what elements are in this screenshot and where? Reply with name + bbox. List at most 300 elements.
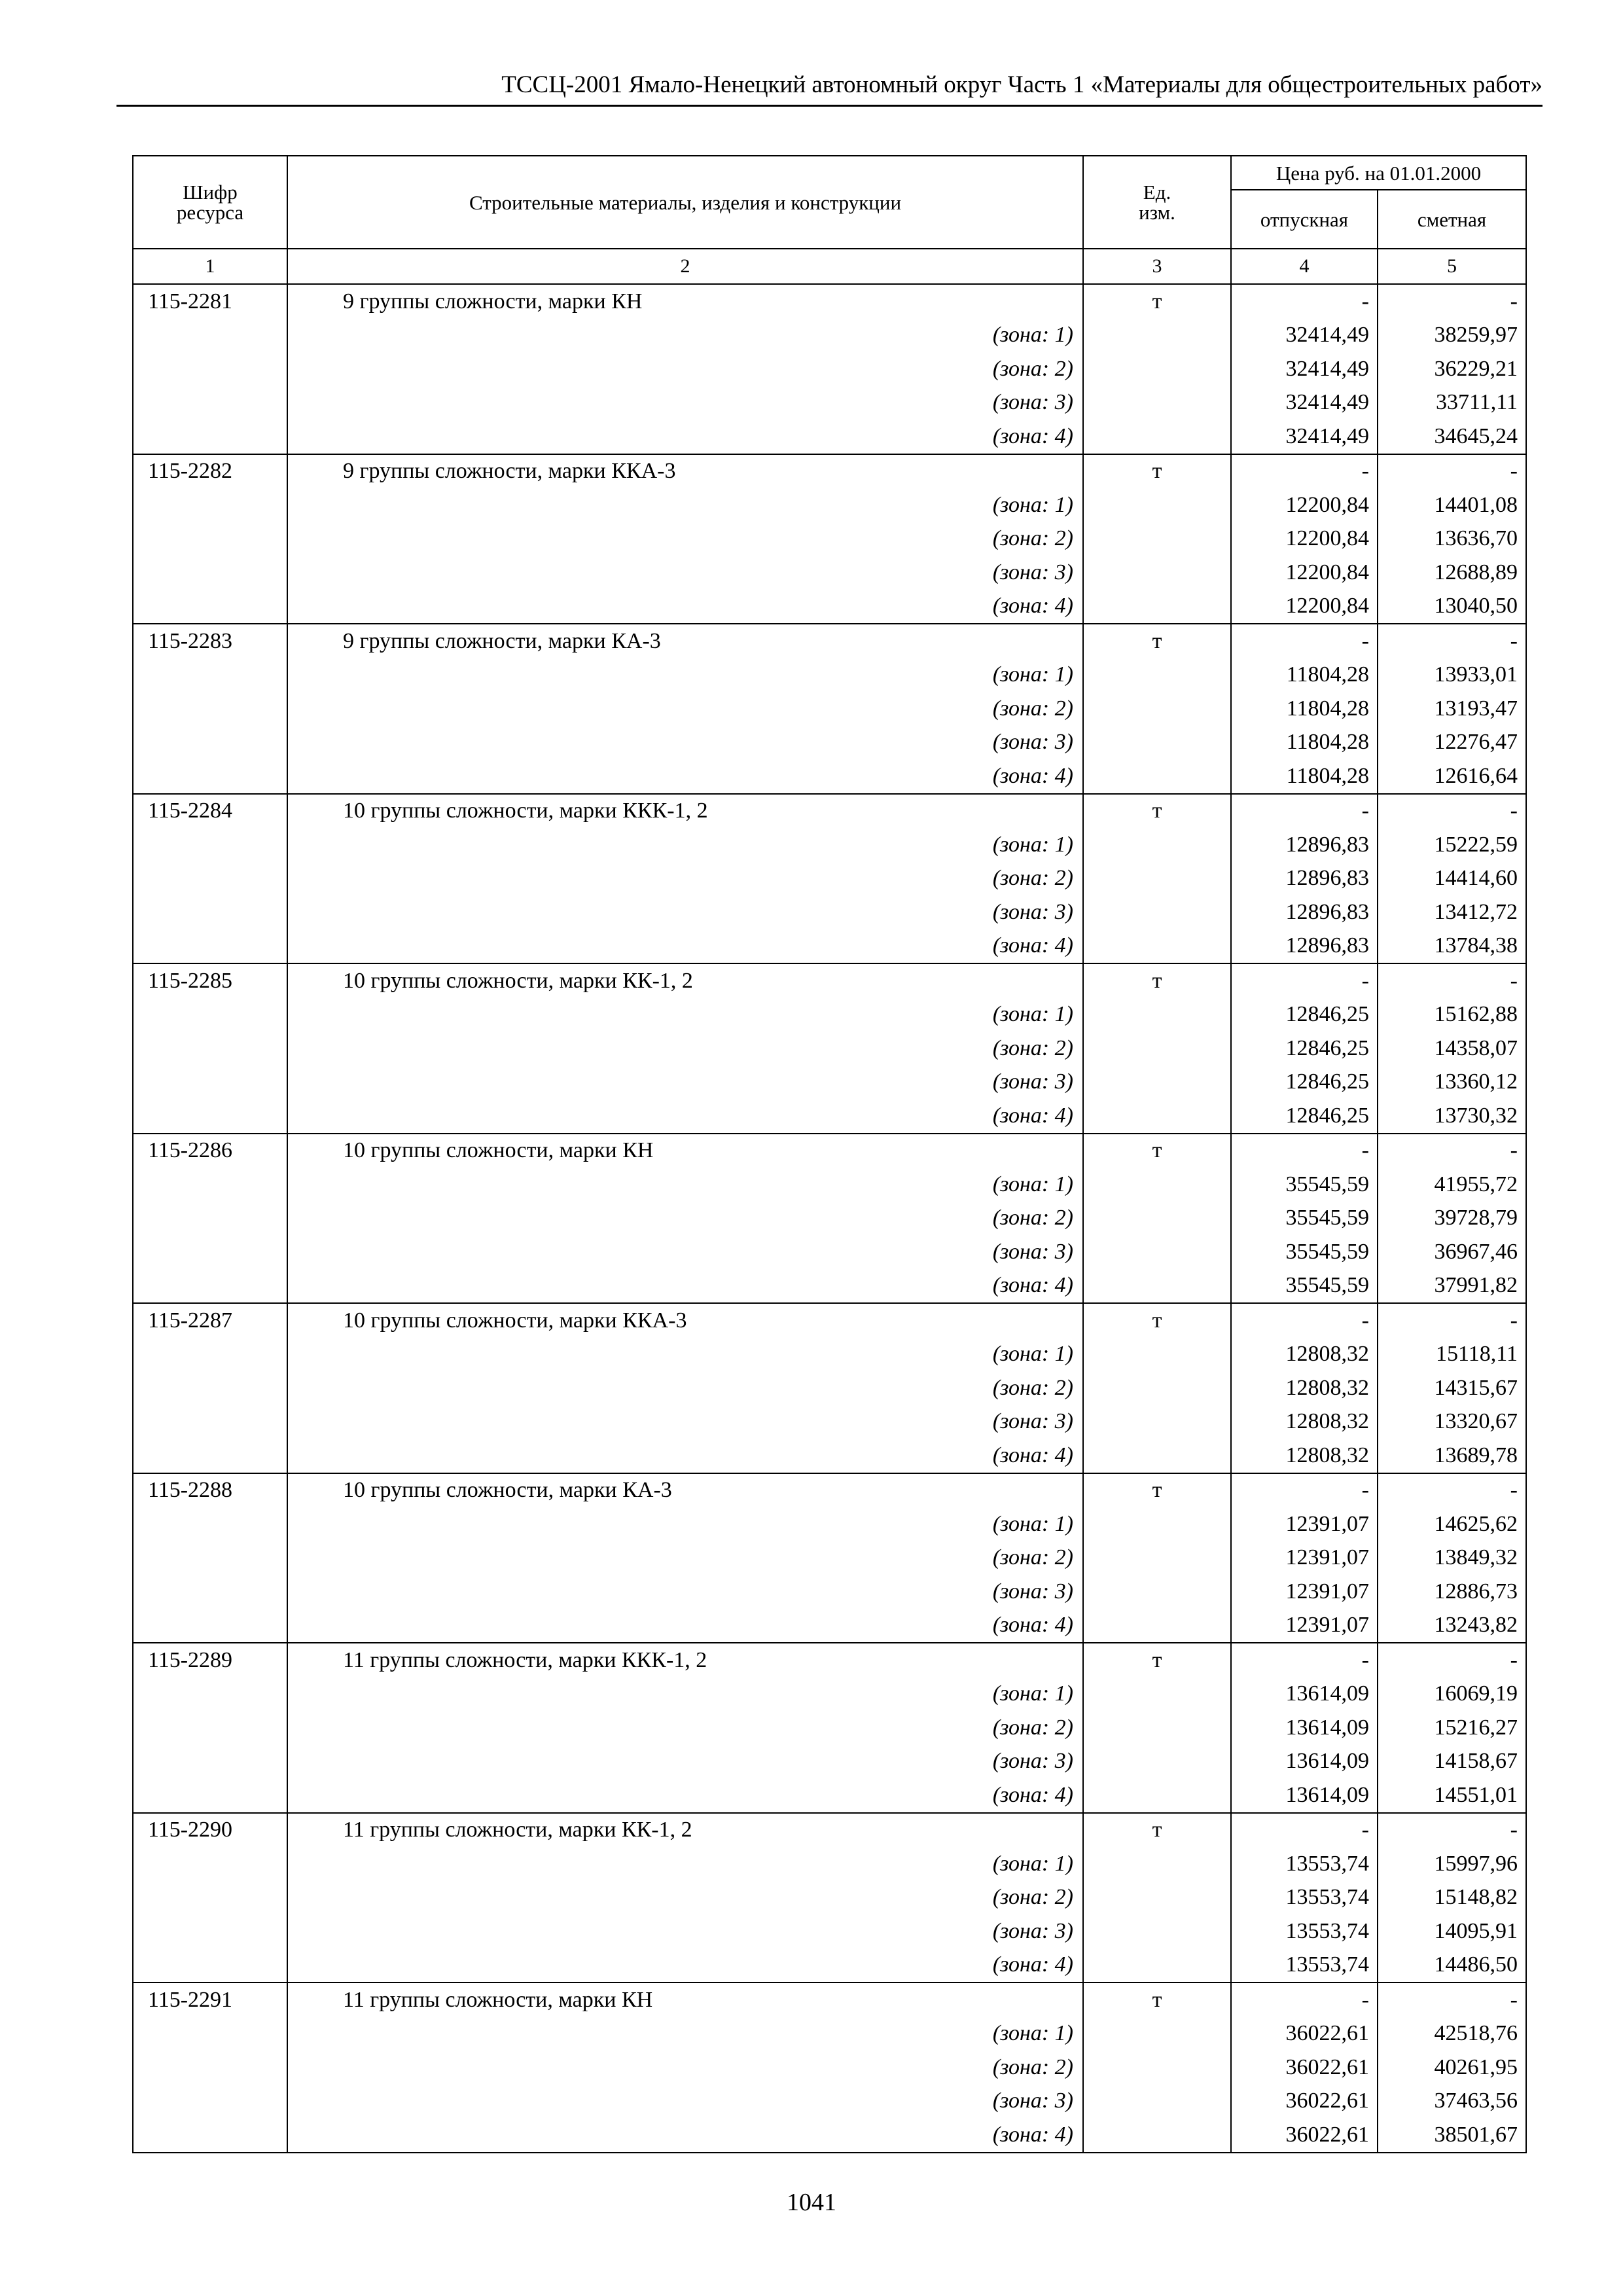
resource-code-empty xyxy=(133,420,287,454)
resource-code-empty xyxy=(133,726,287,760)
resource-code-empty xyxy=(133,1847,287,1881)
release-price: - xyxy=(1231,1473,1378,1508)
zone-label: (зона: 3) xyxy=(287,2085,1083,2119)
resource-code-empty xyxy=(133,998,287,1032)
unit-empty xyxy=(1083,1711,1231,1745)
column-header-estimate: сметная xyxy=(1378,190,1526,249)
estimate-price: 13689,78 xyxy=(1378,1439,1526,1473)
zone-row xyxy=(133,1881,1526,1915)
release-price: 12200,84 xyxy=(1231,522,1378,556)
release-price: 12808,32 xyxy=(1231,1371,1378,1405)
zone-row xyxy=(133,1338,1526,1372)
zone-row xyxy=(133,1439,1526,1473)
zone-row xyxy=(133,929,1526,964)
release-price: 12846,25 xyxy=(1231,1031,1378,1066)
release-price: - xyxy=(1231,1813,1378,1848)
unit-empty xyxy=(1083,759,1231,794)
release-price: 13614,09 xyxy=(1231,1711,1378,1745)
zone-label: (зона: 2) xyxy=(287,1202,1083,1236)
column-header-name: Строительные материалы, изделия и конструкции xyxy=(287,156,1083,249)
material-name: 10 группы сложности, марки КК-1, 2 xyxy=(287,963,1083,998)
zone-row xyxy=(133,692,1526,726)
zone-row xyxy=(133,2118,1526,2153)
zone-label: (зона: 4) xyxy=(287,1099,1083,1134)
unit-empty xyxy=(1083,319,1231,353)
zone-row xyxy=(133,1609,1526,1643)
zone-row xyxy=(133,352,1526,386)
release-price: 12808,32 xyxy=(1231,1439,1378,1473)
estimate-price: 14158,67 xyxy=(1378,1745,1526,1779)
unit-cell: т xyxy=(1083,1134,1231,1168)
estimate-price: 42518,76 xyxy=(1378,2017,1526,2051)
release-price: 35545,59 xyxy=(1231,1235,1378,1269)
release-price: 12200,84 xyxy=(1231,556,1378,590)
zone-label: (зона: 4) xyxy=(287,1778,1083,1813)
estimate-price: 15162,88 xyxy=(1378,998,1526,1032)
release-price: 32414,49 xyxy=(1231,352,1378,386)
estimate-price: 14095,91 xyxy=(1378,1914,1526,1948)
resource-code-empty xyxy=(133,1202,287,1236)
zone-row xyxy=(133,1405,1526,1439)
release-price: - xyxy=(1231,794,1378,829)
zone-label: (зона: 3) xyxy=(287,1405,1083,1439)
estimate-price: 13730,32 xyxy=(1378,1099,1526,1134)
table-row xyxy=(133,963,1526,998)
release-price: - xyxy=(1231,1643,1378,1677)
unit-empty xyxy=(1083,1507,1231,1541)
zone-label: (зона: 2) xyxy=(287,1881,1083,1915)
release-price: - xyxy=(1231,1303,1378,1338)
zone-row xyxy=(133,319,1526,353)
release-price: - xyxy=(1231,1982,1378,2017)
zone-label: (зона: 2) xyxy=(287,522,1083,556)
zone-label: (зона: 1) xyxy=(287,658,1083,692)
table-row xyxy=(133,454,1526,489)
zone-row xyxy=(133,556,1526,590)
release-price: - xyxy=(1231,963,1378,998)
unit-empty xyxy=(1083,1575,1231,1609)
zone-row xyxy=(133,1269,1526,1304)
unit-empty xyxy=(1083,692,1231,726)
resource-code: 115-2289 xyxy=(133,1643,287,1677)
zone-label: (зона: 4) xyxy=(287,2118,1083,2153)
resource-code-empty xyxy=(133,1371,287,1405)
table-body xyxy=(133,284,1526,2153)
resource-code-empty xyxy=(133,1066,287,1100)
estimate-price: 13784,38 xyxy=(1378,929,1526,964)
unit-empty xyxy=(1083,862,1231,896)
zone-label: (зона: 3) xyxy=(287,1235,1083,1269)
release-price: 12391,07 xyxy=(1231,1541,1378,1575)
estimate-price: - xyxy=(1378,1473,1526,1508)
zone-row xyxy=(133,1948,1526,1983)
release-price: 12896,83 xyxy=(1231,828,1378,862)
material-name: 9 группы сложности, марки КН xyxy=(287,284,1083,319)
resource-code-empty xyxy=(133,319,287,353)
material-name: 11 группы сложности, марки КН xyxy=(287,1982,1083,2017)
zone-label: (зона: 2) xyxy=(287,1711,1083,1745)
zone-row xyxy=(133,759,1526,794)
zone-row xyxy=(133,1847,1526,1881)
resource-code-empty xyxy=(133,1338,287,1372)
release-price: 12896,83 xyxy=(1231,895,1378,929)
zone-label: (зона: 1) xyxy=(287,488,1083,522)
unit-empty xyxy=(1083,1778,1231,1813)
unit-empty xyxy=(1083,386,1231,420)
estimate-price: 37463,56 xyxy=(1378,2085,1526,2119)
resource-code-empty xyxy=(133,862,287,896)
column-number: 5 xyxy=(1378,249,1526,284)
zone-row xyxy=(133,1168,1526,1202)
estimate-price: - xyxy=(1378,1134,1526,1168)
estimate-price: 13320,67 xyxy=(1378,1405,1526,1439)
estimate-price: 13933,01 xyxy=(1378,658,1526,692)
release-price: 12200,84 xyxy=(1231,488,1378,522)
unit-empty xyxy=(1083,1405,1231,1439)
resource-code-empty xyxy=(133,1235,287,1269)
column-header-unit: Ед. изм. xyxy=(1083,156,1231,249)
unit-cell: т xyxy=(1083,454,1231,489)
zone-row xyxy=(133,895,1526,929)
resource-code-empty xyxy=(133,2085,287,2119)
column-number: 4 xyxy=(1231,249,1378,284)
unit-empty xyxy=(1083,1031,1231,1066)
header-divider xyxy=(116,105,1543,107)
release-price: 32414,49 xyxy=(1231,319,1378,353)
estimate-price: 13849,32 xyxy=(1378,1541,1526,1575)
estimate-price: 39728,79 xyxy=(1378,1202,1526,1236)
release-price: 13553,74 xyxy=(1231,1847,1378,1881)
release-price: - xyxy=(1231,454,1378,489)
material-name: 10 группы сложности, марки ККА-3 xyxy=(287,1303,1083,1338)
table-row xyxy=(133,1643,1526,1677)
table-row xyxy=(133,1982,1526,2017)
release-price: 12808,32 xyxy=(1231,1338,1378,1372)
resource-code-empty xyxy=(133,1269,287,1304)
resource-code-empty xyxy=(133,1575,287,1609)
zone-row xyxy=(133,1745,1526,1779)
estimate-price: - xyxy=(1378,1303,1526,1338)
unit-empty xyxy=(1083,1847,1231,1881)
unit-empty xyxy=(1083,488,1231,522)
zone-row xyxy=(133,1371,1526,1405)
release-price: 12846,25 xyxy=(1231,998,1378,1032)
resource-code-empty xyxy=(133,759,287,794)
resource-code-empty xyxy=(133,1439,287,1473)
zone-row xyxy=(133,998,1526,1032)
material-name: 9 группы сложности, марки КА-3 xyxy=(287,624,1083,658)
zone-label: (зона: 2) xyxy=(287,1371,1083,1405)
table-row xyxy=(133,284,1526,319)
resource-code-empty xyxy=(133,1507,287,1541)
estimate-price: 14486,50 xyxy=(1378,1948,1526,1983)
zone-label: (зона: 4) xyxy=(287,759,1083,794)
zone-row xyxy=(133,1202,1526,1236)
material-name: 10 группы сложности, марки КА-3 xyxy=(287,1473,1083,1508)
zone-label: (зона: 3) xyxy=(287,1745,1083,1779)
column-header-price: Цена руб. на 01.01.2000 xyxy=(1231,156,1526,190)
estimate-price: 12688,89 xyxy=(1378,556,1526,590)
resource-code-empty xyxy=(133,1541,287,1575)
unit-empty xyxy=(1083,1914,1231,1948)
material-name: 11 группы сложности, марки ККК-1, 2 xyxy=(287,1643,1083,1677)
estimate-price: - xyxy=(1378,1643,1526,1677)
zone-row xyxy=(133,658,1526,692)
estimate-price: 34645,24 xyxy=(1378,420,1526,454)
release-price: 13614,09 xyxy=(1231,1745,1378,1779)
estimate-price: 36967,46 xyxy=(1378,1235,1526,1269)
zone-label: (зона: 1) xyxy=(287,828,1083,862)
release-price: 13553,74 xyxy=(1231,1914,1378,1948)
zone-label: (зона: 3) xyxy=(287,1066,1083,1100)
column-number: 1 xyxy=(133,249,287,284)
resource-code-empty xyxy=(133,488,287,522)
unit-cell: т xyxy=(1083,624,1231,658)
zone-label: (зона: 2) xyxy=(287,2051,1083,2085)
release-price: 36022,61 xyxy=(1231,2051,1378,2085)
release-price: 35545,59 xyxy=(1231,1168,1378,1202)
zone-row xyxy=(133,590,1526,624)
resource-code-empty xyxy=(133,658,287,692)
zone-row xyxy=(133,1066,1526,1100)
resource-code: 115-2283 xyxy=(133,624,287,658)
unit-cell: т xyxy=(1083,1643,1231,1677)
estimate-price: 38259,97 xyxy=(1378,319,1526,353)
zone-label: (зона: 2) xyxy=(287,1541,1083,1575)
estimate-price: 16069,19 xyxy=(1378,1677,1526,1712)
table-row xyxy=(133,1303,1526,1338)
resource-code-empty xyxy=(133,1168,287,1202)
release-price: 12896,83 xyxy=(1231,929,1378,964)
zone-row xyxy=(133,1575,1526,1609)
release-price: 36022,61 xyxy=(1231,2118,1378,2153)
resource-code-empty xyxy=(133,1881,287,1915)
unit-empty xyxy=(1083,590,1231,624)
table-row xyxy=(133,794,1526,829)
resource-code-empty xyxy=(133,828,287,862)
material-name: 10 группы сложности, марки ККК-1, 2 xyxy=(287,794,1083,829)
zone-label: (зона: 4) xyxy=(287,420,1083,454)
zone-label: (зона: 2) xyxy=(287,1031,1083,1066)
resource-code: 115-2281 xyxy=(133,284,287,319)
estimate-price: 12276,47 xyxy=(1378,726,1526,760)
unit-empty xyxy=(1083,1235,1231,1269)
resource-code-empty xyxy=(133,1609,287,1643)
zone-label: (зона: 4) xyxy=(287,929,1083,964)
estimate-price: 14625,62 xyxy=(1378,1507,1526,1541)
zone-row xyxy=(133,1677,1526,1712)
zone-row xyxy=(133,420,1526,454)
release-price: - xyxy=(1231,284,1378,319)
estimate-price: - xyxy=(1378,1982,1526,2017)
estimate-price: 15216,27 xyxy=(1378,1711,1526,1745)
unit-empty xyxy=(1083,1202,1231,1236)
release-price: 11804,28 xyxy=(1231,658,1378,692)
zone-label: (зона: 3) xyxy=(287,895,1083,929)
release-price: 36022,61 xyxy=(1231,2085,1378,2119)
price-table xyxy=(132,155,1527,2153)
zone-row xyxy=(133,862,1526,896)
unit-empty xyxy=(1083,1881,1231,1915)
estimate-price: 14551,01 xyxy=(1378,1778,1526,1813)
resource-code-empty xyxy=(133,1405,287,1439)
page-number: 1041 xyxy=(787,2189,836,2216)
zone-label: (зона: 2) xyxy=(287,692,1083,726)
zone-label: (зона: 3) xyxy=(287,386,1083,420)
estimate-price: 13193,47 xyxy=(1378,692,1526,726)
release-price: 13614,09 xyxy=(1231,1778,1378,1813)
release-price: - xyxy=(1231,1134,1378,1168)
zone-row xyxy=(133,1031,1526,1066)
release-price: - xyxy=(1231,624,1378,658)
unit-empty xyxy=(1083,1338,1231,1372)
estimate-price: 13360,12 xyxy=(1378,1066,1526,1100)
table-row xyxy=(133,624,1526,658)
release-price: 13553,74 xyxy=(1231,1948,1378,1983)
estimate-price: 15222,59 xyxy=(1378,828,1526,862)
zone-label: (зона: 3) xyxy=(287,556,1083,590)
zone-label: (зона: 1) xyxy=(287,1168,1083,1202)
document-title: ТССЦ-2001 Ямало-Ненецкий автономный округ Часть 1 «Материалы для общестроительных работ» xyxy=(501,71,1543,98)
unit-empty xyxy=(1083,998,1231,1032)
release-price: 36022,61 xyxy=(1231,2017,1378,2051)
resource-code-empty xyxy=(133,556,287,590)
release-price: 12846,25 xyxy=(1231,1099,1378,1134)
zone-row xyxy=(133,726,1526,760)
table-row xyxy=(133,1134,1526,1168)
release-price: 12200,84 xyxy=(1231,590,1378,624)
unit-cell: т xyxy=(1083,794,1231,829)
unit-cell: т xyxy=(1083,1813,1231,1848)
estimate-price: 37991,82 xyxy=(1378,1269,1526,1304)
unit-cell: т xyxy=(1083,1982,1231,2017)
estimate-price: - xyxy=(1378,963,1526,998)
release-price: 12391,07 xyxy=(1231,1575,1378,1609)
zone-label: (зона: 4) xyxy=(287,1609,1083,1643)
unit-empty xyxy=(1083,1541,1231,1575)
column-number: 3 xyxy=(1083,249,1231,284)
estimate-price: - xyxy=(1378,1813,1526,1848)
resource-code: 115-2288 xyxy=(133,1473,287,1508)
unit-empty xyxy=(1083,1371,1231,1405)
zone-label: (зона: 1) xyxy=(287,998,1083,1032)
estimate-price: 38501,67 xyxy=(1378,2118,1526,2153)
zone-row xyxy=(133,1711,1526,1745)
column-header-code: Шифр ресурса xyxy=(133,156,287,249)
resource-code: 115-2290 xyxy=(133,1813,287,1848)
estimate-price: - xyxy=(1378,794,1526,829)
zone-row xyxy=(133,1778,1526,1813)
unit-empty xyxy=(1083,1066,1231,1100)
estimate-price: 14315,67 xyxy=(1378,1371,1526,1405)
unit-empty xyxy=(1083,658,1231,692)
zone-label: (зона: 3) xyxy=(287,1575,1083,1609)
resource-code-empty xyxy=(133,522,287,556)
table-row xyxy=(133,1473,1526,1508)
zone-label: (зона: 1) xyxy=(287,1677,1083,1712)
zone-label: (зона: 1) xyxy=(287,1507,1083,1541)
estimate-price: 13040,50 xyxy=(1378,590,1526,624)
resource-code: 115-2284 xyxy=(133,794,287,829)
estimate-price: 13412,72 xyxy=(1378,895,1526,929)
resource-code-empty xyxy=(133,2118,287,2153)
zone-row xyxy=(133,2017,1526,2051)
zone-label: (зона: 1) xyxy=(287,319,1083,353)
zone-label: (зона: 4) xyxy=(287,1948,1083,1983)
release-price: 32414,49 xyxy=(1231,420,1378,454)
estimate-price: 13243,82 xyxy=(1378,1609,1526,1643)
resource-code-empty xyxy=(133,2017,287,2051)
resource-code-empty xyxy=(133,1677,287,1712)
zone-label: (зона: 4) xyxy=(287,1269,1083,1304)
unit-empty xyxy=(1083,1745,1231,1779)
estimate-price: 15148,82 xyxy=(1378,1881,1526,1915)
zone-row xyxy=(133,1541,1526,1575)
zone-row xyxy=(133,2051,1526,2085)
unit-empty xyxy=(1083,1099,1231,1134)
release-price: 12391,07 xyxy=(1231,1507,1378,1541)
zone-row xyxy=(133,1507,1526,1541)
resource-code-empty xyxy=(133,1778,287,1813)
resource-code-empty xyxy=(133,895,287,929)
unit-empty xyxy=(1083,2051,1231,2085)
material-name: 9 группы сложности, марки ККА-3 xyxy=(287,454,1083,489)
column-number: 2 xyxy=(287,249,1083,284)
resource-code-empty xyxy=(133,692,287,726)
zone-row xyxy=(133,828,1526,862)
zone-label: (зона: 3) xyxy=(287,1914,1083,1948)
release-price: 11804,28 xyxy=(1231,759,1378,794)
resource-code: 115-2282 xyxy=(133,454,287,489)
release-price: 32414,49 xyxy=(1231,386,1378,420)
resource-code-empty xyxy=(133,1745,287,1779)
release-price: 35545,59 xyxy=(1231,1202,1378,1236)
estimate-price: 12886,73 xyxy=(1378,1575,1526,1609)
estimate-price: - xyxy=(1378,284,1526,319)
estimate-price: - xyxy=(1378,454,1526,489)
release-price: 11804,28 xyxy=(1231,692,1378,726)
resource-code: 115-2286 xyxy=(133,1134,287,1168)
resource-code: 115-2285 xyxy=(133,963,287,998)
zone-label: (зона: 2) xyxy=(287,862,1083,896)
unit-empty xyxy=(1083,522,1231,556)
resource-code-empty xyxy=(133,1948,287,1983)
estimate-price: 33711,11 xyxy=(1378,386,1526,420)
release-price: 35545,59 xyxy=(1231,1269,1378,1304)
unit-cell: т xyxy=(1083,284,1231,319)
estimate-price: 14414,60 xyxy=(1378,862,1526,896)
estimate-price: 41955,72 xyxy=(1378,1168,1526,1202)
zone-row xyxy=(133,488,1526,522)
unit-cell: т xyxy=(1083,963,1231,998)
column-header-release: отпускная xyxy=(1231,190,1378,249)
zone-label: (зона: 3) xyxy=(287,726,1083,760)
release-price: 12846,25 xyxy=(1231,1066,1378,1100)
unit-empty xyxy=(1083,1609,1231,1643)
unit-empty xyxy=(1083,726,1231,760)
zone-label: (зона: 1) xyxy=(287,1338,1083,1372)
resource-code: 115-2291 xyxy=(133,1982,287,2017)
zone-row xyxy=(133,1914,1526,1948)
table-row xyxy=(133,1813,1526,1848)
estimate-price: 15118,11 xyxy=(1378,1338,1526,1372)
estimate-price: 15997,96 xyxy=(1378,1847,1526,1881)
unit-cell: т xyxy=(1083,1303,1231,1338)
unit-cell: т xyxy=(1083,1473,1231,1508)
estimate-price: 14358,07 xyxy=(1378,1031,1526,1066)
resource-code-empty xyxy=(133,352,287,386)
release-price: 11804,28 xyxy=(1231,726,1378,760)
